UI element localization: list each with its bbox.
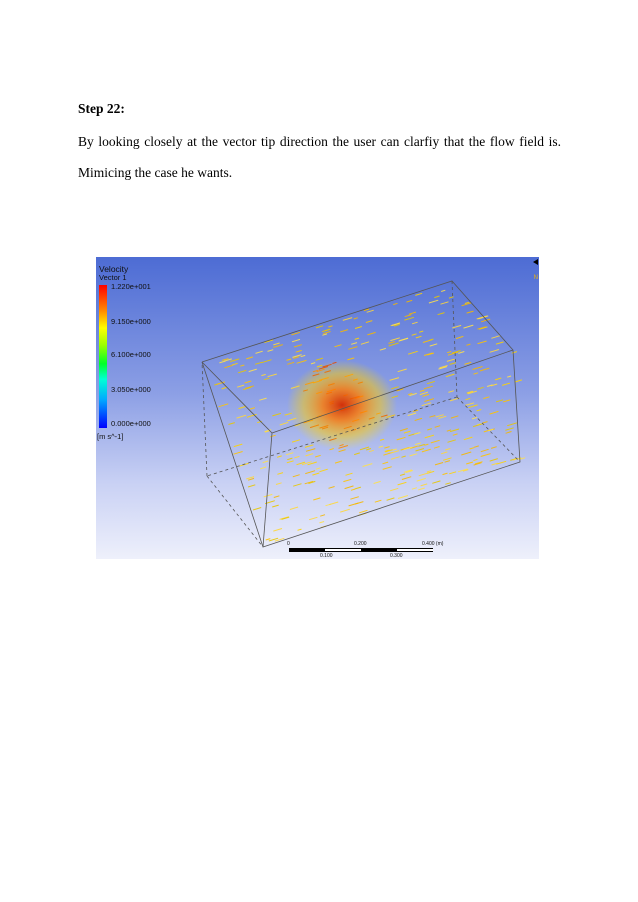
vector-arrow [483,422,488,423]
vector-arrow [343,479,351,481]
vector-arrow [439,416,447,418]
vector-arrow [354,453,360,455]
vector-arrow [430,344,438,346]
vector-arrow [400,429,408,431]
vector-arrow [404,431,411,433]
vector-arrow [417,478,426,481]
vector-arrow [255,362,262,364]
vector-arrow [319,522,324,523]
legend-tick-label: 3.050e+000 [111,385,151,394]
vector-arrow [491,447,497,449]
vector-arrow [477,387,483,389]
vector-arrow [507,376,511,377]
vector-arrow [398,369,407,372]
vector-arrow [415,418,422,420]
vector-arrow [430,416,436,418]
vector-arrow [222,387,227,389]
vector-arrow [515,380,522,382]
vector-arrow [422,449,431,452]
vector-arrow [239,463,248,466]
vector-arrow [423,394,429,396]
vector-arrow [237,385,244,387]
vector-arrow [224,365,232,367]
vector-arrow [507,423,517,426]
vector-arrow [441,452,447,454]
vector-arrow [495,378,501,380]
vector-arrow [351,343,357,345]
vector-arrow [473,373,478,374]
vector-arrow [355,327,362,329]
vector-arrow [431,440,440,443]
vector-arrow [379,446,383,447]
vector-arrow [277,473,283,475]
vector-arrow [301,355,306,356]
vector-arrow [464,325,474,328]
vector-arrow [490,411,499,414]
vector-arrow [506,432,512,434]
vector-arrow [298,529,302,530]
vector-arrow [435,426,441,428]
vector-arrow [292,339,300,341]
vector-arrow [320,469,328,472]
vector-arrow [398,482,407,485]
vector-arrow [276,483,282,485]
vector-arrow [405,315,412,317]
vector-arrow [343,318,352,321]
vector-arrow [266,539,271,540]
vector-arrow [466,462,473,464]
triad-pointer-icon [533,259,538,265]
vector-arrow [391,451,399,454]
vector-arrow [467,311,474,313]
vector-arrow [293,484,301,487]
vector-arrow [416,449,424,452]
vector-arrow [383,462,389,464]
vector-arrow [447,359,455,361]
vector-arrow [256,351,263,353]
vector-arrow [262,360,272,363]
vector-arrow [481,449,489,451]
vector-arrow [412,334,417,336]
vector-arrow [219,361,225,363]
vector-arrow [419,331,423,332]
vector-arrow [380,439,384,440]
vector-arrow [355,502,364,505]
legend-tick-label: 9.150e+000 [111,317,151,326]
vector-arrow [415,443,421,445]
vector-arrow [456,336,463,338]
vector-arrow [496,461,506,464]
vector-arrow [464,437,473,440]
vector-arrow [512,352,517,354]
vector-arrow [443,458,451,461]
vector-arrow [415,293,422,295]
vector-arrow [451,416,459,418]
vector-arrow [473,459,477,460]
vector-arrow [240,365,244,366]
vector-arrow [422,403,432,406]
vector-arrow [313,498,320,500]
vector-arrow [420,390,425,391]
vector-arrow [474,446,479,447]
vector-arrow [273,343,279,345]
velocity-vector-figure [96,257,539,559]
vector-arrow [470,448,475,449]
vector-arrow [424,386,433,389]
vector-arrow [306,449,315,452]
vector-arrow [465,398,470,400]
vector-arrow [406,300,412,302]
vector-arrow [228,423,234,425]
vector-arrow [458,352,464,354]
vector-arrow [420,392,428,395]
vector-arrow [375,500,382,502]
vector-arrow [434,296,439,298]
vector-arrow [273,529,282,532]
vector-arrow [237,415,247,418]
vector-arrow [488,429,493,430]
vector-arrow [297,360,307,363]
legend-subtitle: Vector 1 [99,273,127,282]
vector-arrow [384,447,389,449]
vector-arrow [421,484,428,486]
vector-arrow [389,342,395,344]
paragraph-line-2: Mimicing the case he wants. [78,165,233,180]
vector-arrow [408,413,416,416]
vector-arrow [397,437,406,440]
vector-arrow [294,345,302,347]
vector-arrow [306,454,314,456]
vector-arrow [340,330,348,332]
vector-arrow [268,374,277,377]
vector-arrow [450,429,459,432]
vector-arrow [294,456,299,458]
vector-arrow [429,300,438,303]
legend-tick-label: 1.220e+001 [111,282,151,291]
vector-arrow [436,415,444,417]
orientation-label: N [533,275,538,281]
vector-arrow [287,362,294,364]
vector-arrow [425,435,434,438]
vector-arrow [355,487,361,489]
vector-arrow [287,458,292,460]
vector-arrow [390,338,399,341]
vector-arrow [441,302,449,304]
vector-arrow [322,329,330,332]
vector-arrow [232,363,238,365]
vector-arrow [416,336,422,338]
vector-arrow [408,351,418,354]
vector-arrow [249,369,257,372]
scale-label: 0.300 [390,553,403,559]
vector-arrow [469,405,478,408]
vector-arrow [238,370,246,372]
vector-arrow [245,381,252,383]
vector-arrow [409,312,416,314]
vector-arrow [328,326,332,327]
vector-arrow [491,336,500,339]
vector-arrow [359,510,367,513]
vector-arrow [253,508,261,511]
vector-arrow [354,318,358,319]
vector-arrow [502,383,510,385]
vector-arrow [320,515,325,517]
vector-arrow [311,363,315,364]
vector-arrow [234,452,243,455]
vector-arrow [505,428,513,431]
vector-arrow [239,407,246,409]
vector-arrow [309,517,317,519]
vector-arrow [449,297,454,298]
vector-arrow [345,486,354,489]
vector-arrow [329,487,335,489]
legend-tick-label: 6.100e+000 [111,350,151,359]
vector-arrow [472,417,477,419]
vector-field-plot [96,257,539,559]
vector-arrow [481,454,491,457]
vector-arrow [424,444,428,445]
vector-arrow [286,453,293,455]
vector-arrow [402,456,406,457]
vector-arrow [393,303,397,304]
vector-arrow [272,505,279,507]
scale-label: 0.400 (m) [422,541,444,547]
vector-arrow [445,483,451,485]
vector-arrow [503,400,510,402]
vector-arrow [380,348,386,350]
vector-arrow [448,391,454,393]
vector-arrow [427,429,432,430]
vector-arrow [446,374,455,377]
vector-arrow [419,473,429,476]
vector-arrow [272,413,281,416]
vector-arrow [478,341,487,344]
vector-arrow [316,358,323,360]
vector-arrow [427,471,431,472]
vector-arrow [351,489,355,490]
vector-arrow [270,435,276,437]
vector-arrow [441,290,445,291]
scale-label: 0.200 [354,541,367,547]
vector-arrow [445,461,450,463]
vector-arrow [316,326,323,328]
vector-arrow [234,444,243,447]
vector-arrow [393,449,397,450]
vector-arrow [361,342,369,345]
vector-arrow [335,345,342,347]
scale-bar [289,548,433,552]
vector-arrow [429,339,433,340]
vector-arrow [287,461,294,463]
vector-arrow [480,368,490,371]
vector-arrow [435,463,443,465]
vector-arrow [438,313,445,315]
vector-arrow [369,450,374,451]
vector-arrow [473,367,483,370]
vector-arrow [391,457,400,460]
vector-arrow [466,344,470,345]
vector-arrow [450,363,456,365]
vector-arrow [315,455,321,457]
vector-arrow [496,342,504,344]
vector-arrow [427,381,435,383]
vector-arrow [390,488,398,491]
color-scale-bar [99,285,107,428]
vector-arrow [374,481,381,483]
vector-arrow [389,343,399,346]
vector-arrow [248,485,255,487]
vector-arrow [398,496,408,499]
vector-arrow [424,399,434,402]
vector-arrow [434,447,440,449]
vector-arrow [483,397,489,399]
vector-arrow [348,347,357,350]
paragraph-line-1: By looking closely at the vector tip direction the user can clarfiy that the flow field is. [78,134,561,149]
vector-arrow [390,378,400,381]
vector-arrow [329,502,338,505]
vector-arrow [347,358,354,360]
vector-arrow [363,464,373,467]
vector-arrow [263,461,269,463]
vector-arrow [273,345,283,348]
vector-arrow [340,509,350,512]
vector-arrow [250,408,255,410]
vector-arrow [367,332,375,335]
vector-arrow [280,422,289,425]
vector-arrow [448,440,456,443]
vector-arrow [246,357,253,359]
vector-arrow [350,497,358,500]
scale-label: 0 [287,541,290,547]
vector-arrow [412,322,418,324]
vector-arrow [410,454,418,456]
vector-arrow [367,310,374,312]
scale-label: 0.100 [320,553,333,559]
vector-arrow [400,338,408,341]
vector-arrow [465,403,474,406]
vector-arrow [418,444,425,446]
vector-arrow [432,481,440,483]
vector-arrow [447,352,451,353]
vector-arrow [445,449,450,451]
vector-arrow [443,473,448,475]
vector-arrow [346,473,353,475]
vector-arrow [290,507,298,510]
vector-arrow [260,467,266,469]
vector-arrow [412,488,417,490]
vector-arrow [274,496,280,498]
vector-arrow [305,445,314,448]
vector-arrow [418,488,424,490]
step-heading: Step 22: [78,101,125,116]
vector-arrow [449,472,456,474]
legend-title: Velocity [99,264,129,274]
vector-arrow [400,474,405,476]
vector-arrow [387,498,395,500]
vector-arrow [323,332,330,334]
vector-arrow [453,434,458,435]
vector-arrow [259,398,267,400]
vector-arrow [402,477,411,480]
vector-arrow [490,459,498,462]
legend-unit: [m s^-1] [97,432,124,441]
vector-arrow [477,410,482,411]
vector-arrow [261,374,265,375]
vector-arrow [292,440,300,442]
vector-arrow [316,468,321,469]
vector-arrow [293,475,300,477]
vector-arrow [277,456,282,457]
vector-arrow [496,400,503,402]
vector-arrow [287,359,292,360]
vector-arrow [465,362,472,364]
vector-arrow [264,494,273,497]
vector-arrow [296,350,302,352]
vector-arrow [366,449,371,451]
vector-arrow [312,473,319,475]
legend-tick-label: 0.000e+000 [111,419,151,428]
vector-arrow [268,350,274,352]
vector-arrow [305,471,315,474]
vector-arrow [322,334,327,335]
vector-arrow [404,317,414,320]
vector-arrow [335,461,342,463]
vector-arrow [490,350,499,353]
vector-arrow [383,467,392,470]
vector-arrow [355,338,359,339]
high-velocity-region [287,360,397,450]
vector-arrow [366,321,372,323]
vector-arrow [461,452,471,455]
vector-arrow [264,378,269,379]
vector-arrow [219,404,229,407]
